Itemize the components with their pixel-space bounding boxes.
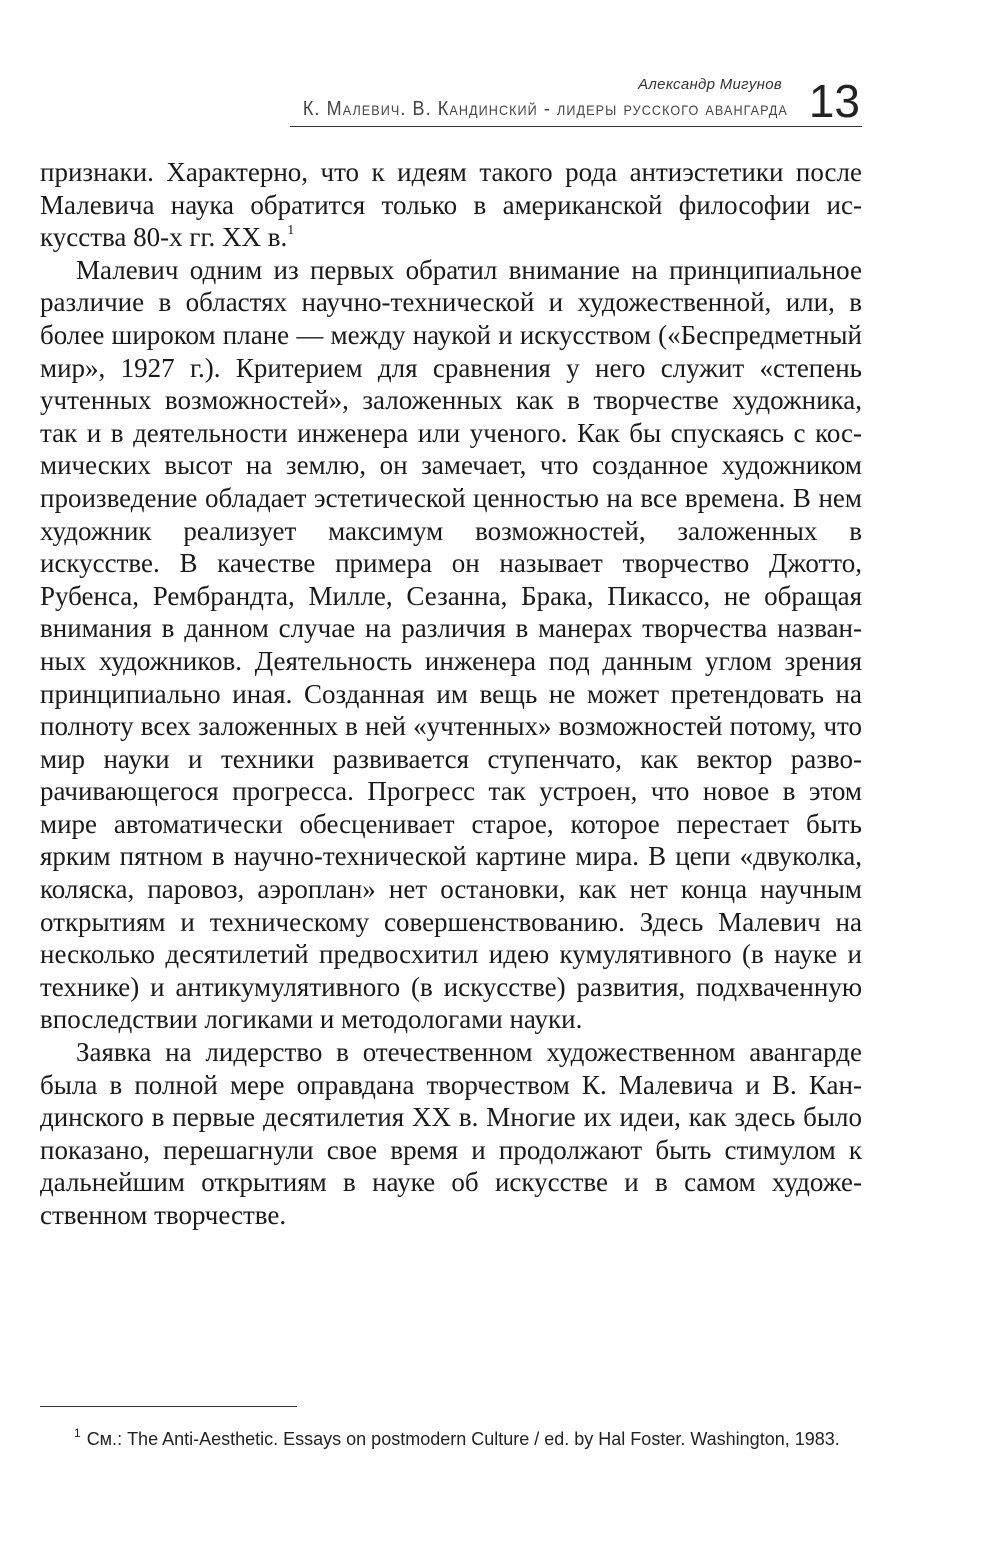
- header-title: К. Малевич. В. Кандинский - лидеры русского авангарда: [302, 98, 788, 120]
- main-text: [40, 156, 862, 1232]
- paragraph-2: Малевич одним из первых обратил внимание на принципиальное различие в областях научно-технической и художественной, или, в более широком плане — между наукой и искусством («Беспредметный мир», 1927 г.). Критерием для сравнения у него служит «степень учтенных возможностей», заложенных как в творчестве художника, так и в деятельности инженера или ученого. Как бы спускаясь с космических высот на землю, он замечает, что созданное художником произведение обладает эстетической ценностью на все времена. В нем художник реализует максимум возможностей, заложенных в искусстве. В качестве примера он называет творчество Джотто, Рубенса, Рембрандта, Милле, Сезанна, Брака, Пикассо, не обращая внимания в данном случае на различия в манерах творчества названных художников. Деятельность инженера под данным углом зрения принципиально иная. Созданная им вещь не может претендовать на полноту всех заложенных в ней «учтенных» возможностей потому, что мир науки и техники развивается ступенчато, как вектор разворачивающегося прогресса. Прогресс так устроен, что новое в этом мире автоматически обесценивает старое, которое перестает быть ярким пятном в научно-технической картине мира. В цепи «двуколка, коляска, паровоз, аэроплан» нет остановки, как нет конца научным открытиям и техническому совершенствованию. Здесь Малевич на несколько десятилетий предвосхитил идею кумулятивного (в науке и технике) и антикумулятивного (в искусстве) развития, подхваченную впоследствии логиками и методологами науки.: [40, 254, 862, 1035]
- paragraph-3: Заявка на лидерство в отечественном художественном авангарде была в полной мере оправдана творчеством К. Малевича и В. Кандинского в первые десятилетия XX в. Многие их идеи, как здесь было показано, перешагнули свое время и продолжают быть стимулом к дальнейшим открытиям в науке об искусстве и в самом художественном творчестве.: [40, 1037, 862, 1230]
- paragraph-1: [40, 156, 862, 254]
- footnote-rule: [40, 1406, 297, 1407]
- paragraph-1-text: признаки. Характерно, что к идеям такого рода антиэстетики после Малевича наука обратится только в американской философии искусства 80-х гг. XX в.: [40, 157, 862, 253]
- header-rule: [290, 126, 862, 127]
- page-number: 13: [808, 75, 860, 127]
- footnote-number: 1: [74, 1426, 81, 1440]
- running-header: [0, 0, 1000, 140]
- footnote-reference: 1: [287, 223, 295, 239]
- header-author: Александр Мигунов: [638, 76, 782, 93]
- footnote-text: См.: The Anti-Aesthetic. Essays on postmodern Culture / ed. by Hal Foster. Washington, 1983.: [86, 1429, 840, 1449]
- footnote: [40, 1420, 862, 1452]
